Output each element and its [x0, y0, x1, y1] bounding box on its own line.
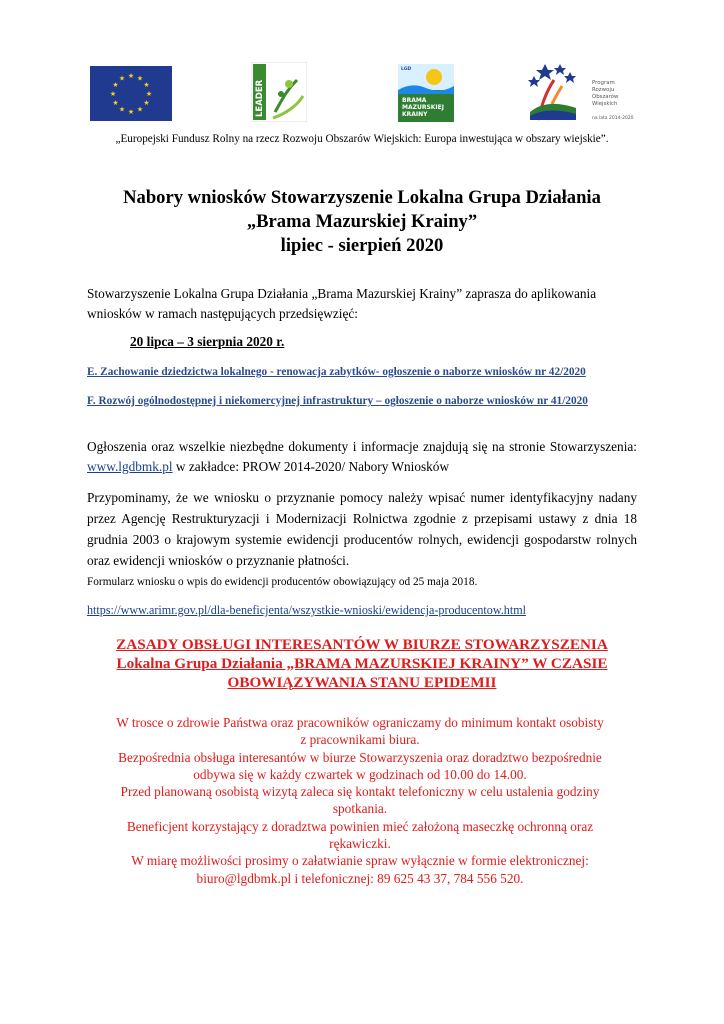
- red-line: rękawiczki.: [329, 836, 391, 852]
- svg-text:★: ★: [136, 105, 144, 114]
- svg-text:★: ★: [109, 90, 117, 98]
- svg-text:LGD: LGD: [401, 67, 412, 72]
- svg-text:KRAINY: KRAINY: [402, 111, 428, 118]
- date-range: 20 lipca – 3 sierpnia 2020 r.: [130, 334, 285, 349]
- red-title-line-1: ZASADY OBSŁUGI INTERESANTÓW W BIURZE STOWARZYSZENIA: [116, 636, 608, 653]
- title-line-2: „Brama Mazurskiej Krainy”: [246, 211, 478, 232]
- red-line: W miarę możliwości prosimy o załatwianie spraw wyłącznie w formie elektronicznej:: [131, 853, 589, 869]
- leader-logo-text: LEADER: [255, 79, 265, 117]
- arimr-form-link[interactable]: https://www.arimr.gov.pl/dla-beneficjenta/wszystkie-wnioski/ewidencja-producentow.html: [87, 603, 526, 617]
- red-line: Bezpośrednia obsługa interesantów w biurze Stowarzyszenia oraz doradztwo bezpośrednie: [118, 749, 602, 765]
- red-line: W trosce o zdrowie Państwa oraz pracowników ograniczamy do minimum kontakt osobisty: [116, 715, 604, 730]
- info-text-after: w zakładce: PROW 2014-2020/ Nabory Wniosków: [172, 459, 450, 474]
- brama-mazurskiej-krainy-logo: [398, 64, 454, 122]
- svg-text:★: ★: [118, 74, 126, 83]
- form-note: Formularz wniosku o wpis do ewidencji producentów obowiązujący od 25 maja 2018.: [87, 576, 478, 588]
- svg-text:★: ★: [127, 72, 135, 80]
- svg-text:★: ★: [145, 90, 153, 98]
- svg-text:★: ★: [112, 99, 119, 107]
- announcement-link-f[interactable]: F. Rozwój ogólnodostępnej i niekomercyjnej infrastruktury – ogłoszenie o naborze wniosków nr 41/2020: [87, 395, 588, 407]
- svg-text:★: ★: [143, 81, 150, 89]
- red-line: spotkania.: [332, 801, 388, 817]
- svg-text:MAZURSKIEJ: MAZURSKIEJ: [402, 104, 444, 111]
- red-line: Przed planowaną osobistą wizytą zaleca się kontakt telefoniczny w celu ustalenia godziny: [120, 784, 600, 800]
- red-line: odbywa się w każdy czwartek w godzinach od 10.00 do 14.00.: [193, 766, 527, 782]
- red-line: z pracownikami biura.: [300, 732, 420, 748]
- red-line: Beneficjent korzystający z doradztwa powinien mieć założoną maseczkę ochronną oraz: [126, 818, 594, 834]
- eu-flag-logo: [90, 66, 172, 121]
- svg-text:Wiejskich: Wiejskich: [592, 101, 618, 107]
- red-line: biuro@lgdbmk.pl i telefonicznej: 89 625 43 37, 784 556 520.: [196, 870, 524, 886]
- logo-bar: [0, 62, 724, 124]
- svg-text:★: ★: [136, 74, 144, 83]
- red-title-line-3: OBOWIĄZYWANIA STANU EPIDEMII: [227, 674, 497, 691]
- funding-caption: „Europejski Fundusz Rolny na rzecz Rozwoju Obszarów Wiejskich: Europa inwestująca w obszary wiejskie”.: [115, 133, 609, 145]
- epidemic-rules-body: [80, 714, 640, 887]
- svg-text:BRAMA: BRAMA: [402, 97, 427, 104]
- svg-text:★: ★: [118, 105, 126, 114]
- prow-2014-2020-logo: [528, 62, 638, 124]
- svg-text:★: ★: [143, 99, 150, 107]
- svg-text:Rozwoju: Rozwoju: [592, 87, 615, 93]
- intro-paragraph: Stowarzyszenie Lokalna Grupa Działania „Brama Mazurskiej Krainy” zaprasza do aplikowania wniosków w ramach następujących przedsięwzięć:: [87, 286, 597, 321]
- svg-text:★: ★: [112, 81, 119, 89]
- svg-text:Program: Program: [592, 80, 615, 86]
- website-link[interactable]: www.lgdbmk.pl: [87, 459, 173, 474]
- announcement-link-e[interactable]: E. Zachowanie dziedzictwa lokalnego - renowacja zabytków- ogłoszenie o naborze wniosków nr 42/2020: [87, 366, 586, 378]
- info-text-before: Ogłoszenia oraz wszelkie niezbędne dokumenty i informacje znajdują się na stronie Stowarzyszenia:: [87, 439, 637, 454]
- title-line-3: lipiec - sierpień 2020: [280, 235, 444, 256]
- info-paragraph: [87, 437, 637, 477]
- reminder-paragraph: Przypominamy, że we wniosku o przyznanie pomocy należy wpisać numer identyfikacyjny nadany przez Agencję Restrukturyzacji i Modernizacji Rolnictwa zgodnie z przepisami ustawy z dnia 18 grudnia 2003 o krajowym systemie ewidencji producentów rolnych, ewidencji gospodarstw rolnych oraz ewidencji wniosków o przyznanie płatności.: [87, 490, 637, 568]
- title-line-1: Nabory wniosków Stowarzyszenie Lokalna Grupa Działania: [123, 187, 601, 208]
- svg-text:Obszarów: Obszarów: [592, 94, 619, 100]
- leader-logo: [251, 62, 307, 122]
- epidemic-rules-heading: [0, 635, 724, 692]
- page-title: [0, 186, 724, 258]
- svg-text:na lata 2014-2020: na lata 2014-2020: [592, 116, 634, 121]
- red-title-line-2: Lokalna Grupa Działania „BRAMA MAZURSKIEJ KRAINY” W CZASIE: [116, 655, 608, 672]
- svg-text:★: ★: [127, 108, 135, 116]
